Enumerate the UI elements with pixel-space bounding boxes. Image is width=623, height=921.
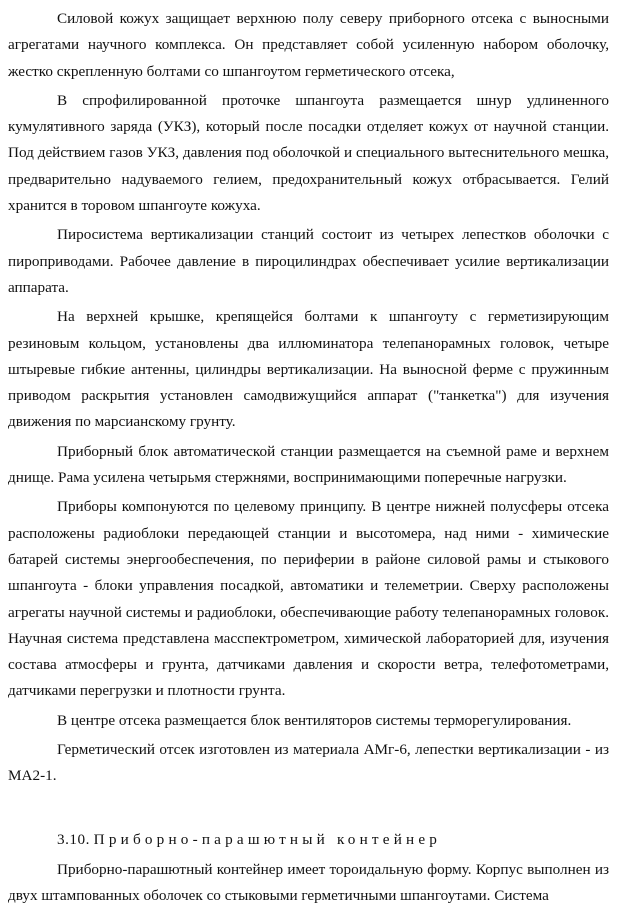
paragraph-shaped-charge: В спрофилированной проточке шпангоута размещается шнур удлиненного кумулятивного заряда (УКЗ), который после посадки отделяет кожух от научной станции. Под действием газов УКЗ, давления под оболочкой и специального вытеснительного мешка, предварительно надуваемого гелием, предохранительный кожух отбрасывается. Гелий хранится в торовом шпангоуте кожуха. [8,91,609,215]
paragraph-container-description: Приборно-парашютный контейнер имеет тороидальную форму. Корпус выполнен из двух штампованных оболочек со стыковыми герметичными шпангоутами. Система [8,860,609,905]
section-spacer [8,793,609,827]
paragraph-instrument-layout: Приборы компонуются по целевому принципу. В центре нижней полусферы отсека расположены радиоблоки передающей станции и высотомера, над ними - химические батарей системы энергообеспечения, по периферии в районе силовой рамы и стыкового шпангоута - блоки управления посадкой, автоматики и телеметрии. Сверху расположены агрегаты научной системы и радиоблоки, обеспечивающие работу телепанорамных головок. Научная система представлена масспектрометром, химической лабораторией для, изучения состава атмосферы и грунта, датчиками давления и скорости ветра, телефотометрами, датчиками перегрузки и плотности грунта. [8,498,609,700]
paragraph-instrument-block: Приборный блок автоматической станции размещается на съемной раме и верхнем днище. Рама усилена четырьмя стержнями, воспринимающими поперечные нагрузки. [8,442,609,487]
paragraph-top-cover: На верхней крышке, крепящейся болтами к шпангоуту с герметизирующим резиновым кольцом, установлены два иллюминатора телепанорамных головок, четыре штыревые гибкие антенны, цилиндры вертикализации. На выносной ферме с пружинным приводом раскрытия установлен самодвижущийся аппарат ("танкетка") для изучения движения по марсианскому грунту. [8,308,609,431]
section-title: Приборно-парашютный контейнер [93,830,442,848]
paragraph-pyro-system: Пиросистема вертикализации станций состоит из четырех лепестков оболочки с пироприводами. Рабочее давление в пироцилиндрах обеспечивает усилие вертикализации аппарата. [8,226,609,296]
section-heading [8,827,609,853]
paragraph-outer-casing: Силовой кожух защищает верхнюю полу северу приборного отсека с выносными агрегатами научного комплекса. Он представляет собой усиленную набором оболочку, жестко скрепленную болтами со шпангоутом герметического отсека, [8,10,609,80]
paragraph-fan-block: В центре отсека размещается блок вентиляторов системы терморегулирования. [57,711,572,729]
section-number: 3.10. [57,830,90,848]
paragraph-materials: Герметический отсек изготовлен из материала АМг-6, лепестки вертикализации - из МА2-1. [8,741,609,785]
